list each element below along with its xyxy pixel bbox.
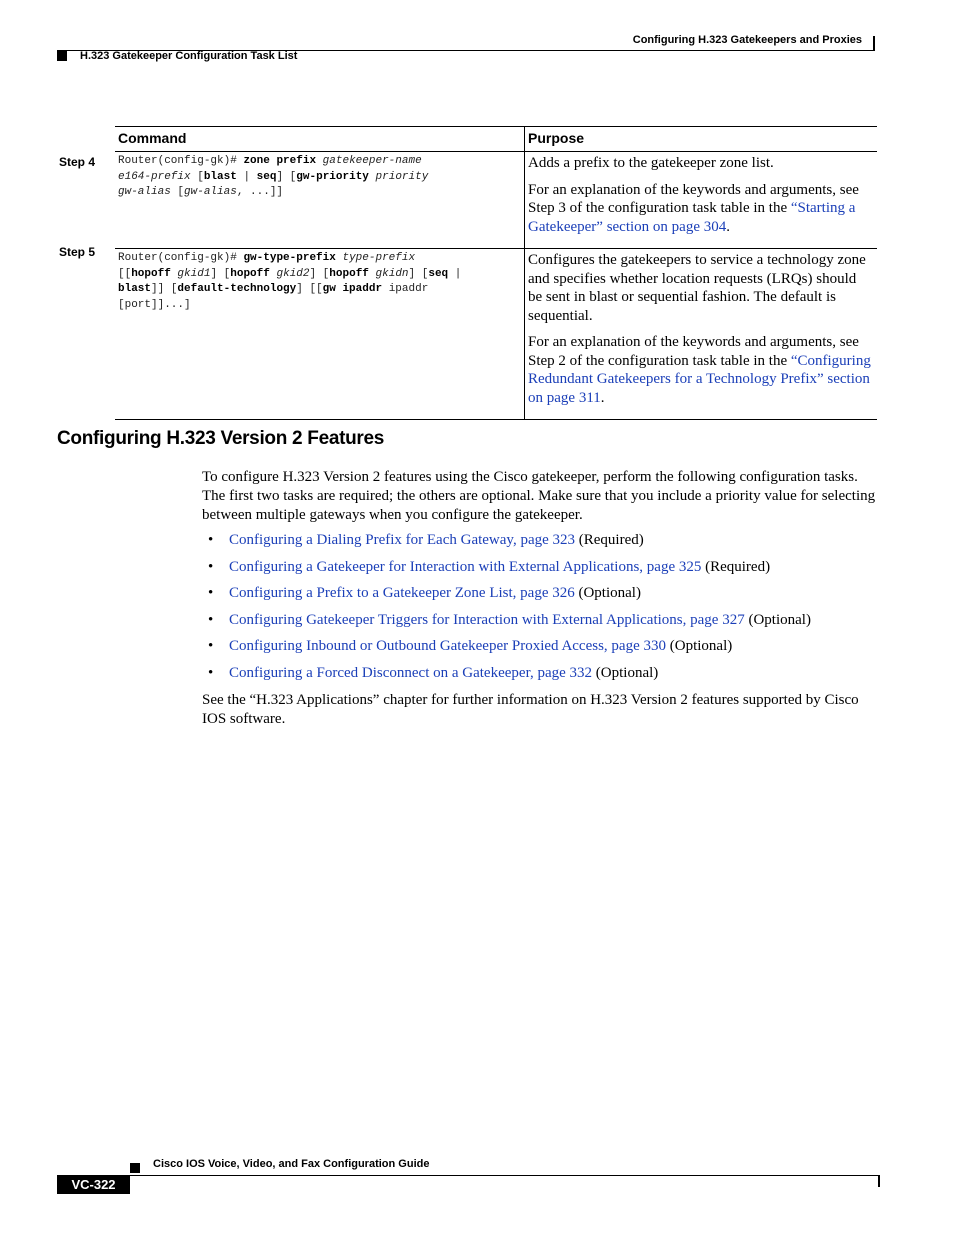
task-note: (Required) — [575, 532, 644, 548]
table-row — [115, 249, 877, 420]
purpose-text: Configures the gatekeepers to service a technology zone and specifies whether location requests (LRQs) should be sent in blast or sequential fashion. The default is sequential. — [528, 252, 866, 324]
cli-keyword: default-technology — [177, 283, 297, 296]
purpose-text — [528, 181, 874, 237]
running-header-section: H.323 Gatekeeper Configuration Task List — [80, 50, 298, 62]
table-row — [115, 152, 877, 249]
task-note: (Optional) — [666, 638, 733, 655]
purpose-text — [528, 333, 874, 407]
bullet: • — [208, 585, 214, 602]
list-item — [202, 664, 882, 691]
command-syntax: Router(config-gk)# gw-type-prefix type-prefix [[hopoff gkid1] [hopoff gkid2] [hopoff gkidn] [seq | blast]] [default-technology] [[gw ipaddr ipaddr [port]]...] — [118, 252, 462, 311]
command-table — [115, 126, 877, 420]
cli-argument: type-prefix — [342, 252, 416, 264]
cli-separator: | — [454, 267, 462, 280]
purpose-text: Adds a prefix to the gatekeeper zone list. — [528, 155, 774, 171]
cli-argument: ipaddr — [388, 283, 429, 296]
list-item — [202, 531, 882, 558]
cli-keyword: seq — [428, 267, 449, 280]
purpose-ref-end: . — [600, 389, 605, 406]
purpose-ref-text: For an explanation of the keywords and arguments, see Step 3 of the configuration task table in the — [528, 181, 859, 216]
cli-argument: gatekeeper-name — [322, 155, 422, 167]
cli-keyword: gw-type-prefix — [243, 252, 336, 264]
command-cell — [115, 249, 525, 420]
list-item — [202, 637, 882, 664]
page-number: VC-322 — [57, 1175, 130, 1194]
bullet: • — [208, 638, 214, 655]
cli-keyword: hopoff — [230, 267, 270, 280]
cli-keyword: hopoff — [131, 267, 171, 280]
bullet: • — [208, 532, 214, 548]
cli-keyword: blast — [118, 283, 152, 296]
cli-separator: | — [243, 170, 251, 183]
step-label: Step 5 — [59, 245, 96, 259]
bullet: • — [208, 558, 214, 575]
cli-argument: gkidn — [375, 267, 409, 280]
closing-paragraph: See the “H.323 Applications” chapter for further information on H.323 Version 2 features supported by Cisco IOS software. — [202, 692, 859, 727]
bullet: • — [208, 611, 214, 628]
table-header-row — [115, 127, 877, 152]
cli-text: , ...]] — [236, 186, 284, 199]
cli-argument: gkid2 — [276, 267, 310, 280]
cli-keyword: seq — [256, 170, 277, 183]
bullet: • — [208, 664, 214, 681]
task-list — [202, 531, 882, 691]
header-marker-bar — [873, 36, 875, 50]
footer-rule — [57, 1175, 880, 1176]
cross-reference-link[interactable]: “Starting a Gatekeeper” section on page 304 — [528, 200, 856, 235]
cli-argument: priority — [375, 170, 429, 183]
cli-keyword: zone prefix — [243, 155, 317, 167]
cli-prompt: Router(config-gk)# — [118, 252, 237, 264]
footer-marker-bar — [878, 1175, 880, 1187]
command-column-header: Command — [115, 127, 525, 152]
purpose-ref-end: . — [726, 218, 730, 235]
cli-keyword: gw-priority — [296, 170, 369, 183]
task-note: (Required) — [701, 558, 771, 575]
cli-keyword: gw ipaddr — [322, 283, 383, 296]
section-heading: Configuring H.323 Version 2 Features — [57, 428, 385, 449]
task-link[interactable]: Configuring a Gatekeeper for Interaction with External Applications, page 325 — [229, 558, 702, 575]
cli-argument: e164-prefix — [118, 170, 191, 183]
purpose-ref-text: For an explanation of the keywords and arguments, see Step 2 of the configuration task table in the — [528, 334, 859, 369]
purpose-cell — [525, 152, 878, 249]
list-item — [202, 558, 882, 585]
task-link[interactable]: Configuring a Dialing Prefix for Each Gateway, page 323 — [229, 532, 576, 548]
cli-keyword: blast — [203, 170, 237, 183]
cli-argument: gkid1 — [177, 267, 211, 280]
cross-reference-link[interactable]: “Configuring Redundant Gatekeepers for a Technology Prefix” section on page 311 — [528, 352, 871, 406]
task-note: (Optional) — [592, 664, 659, 681]
cli-keyword: hopoff — [329, 267, 369, 280]
step-label: Step 4 — [59, 155, 96, 169]
task-note: (Optional) — [744, 611, 811, 628]
book-title: Cisco IOS Voice, Video, and Fax Configuration Guide — [153, 1158, 430, 1170]
purpose-cell — [525, 249, 878, 420]
cli-argument: gw-alias — [184, 186, 237, 199]
list-item — [202, 611, 882, 638]
purpose-column-header: Purpose — [525, 127, 878, 152]
command-cell — [115, 152, 525, 249]
list-item — [202, 584, 882, 611]
footer-marker-square — [130, 1163, 140, 1173]
task-link[interactable]: Configuring Gatekeeper Triggers for Interaction with External Applications, page 327 — [229, 611, 745, 628]
cli-argument: [port]]...] — [118, 298, 191, 311]
task-link[interactable]: Configuring a Prefix to a Gatekeeper Zone List, page 326 — [229, 585, 575, 602]
cli-argument: gw-alias — [118, 186, 171, 199]
intro-paragraph: To configure H.323 Version 2 features using the Cisco gatekeeper, perform the following configuration tasks. The first two tasks are required; the others are optional. Make sure that you include a priority value for selecting between multiple gateways when you configure the gatekeeper. — [202, 469, 876, 523]
task-link[interactable]: Configuring Inbound or Outbound Gatekeeper Proxied Access, page 330 — [229, 638, 666, 655]
command-syntax: Router(config-gk)# zone prefix gatekeeper-name e164-prefix [blast | seq] [gw-priority priority gw-alias [gw-alias, ...]] — [118, 155, 429, 199]
header-marker-square — [57, 51, 67, 61]
task-link[interactable]: Configuring a Forced Disconnect on a Gatekeeper, page 332 — [229, 664, 593, 681]
cli-prompt: Router(config-gk)# — [118, 155, 237, 167]
task-note: (Optional) — [574, 585, 641, 602]
running-header-chapter: Configuring H.323 Gatekeepers and Proxies — [632, 34, 862, 46]
